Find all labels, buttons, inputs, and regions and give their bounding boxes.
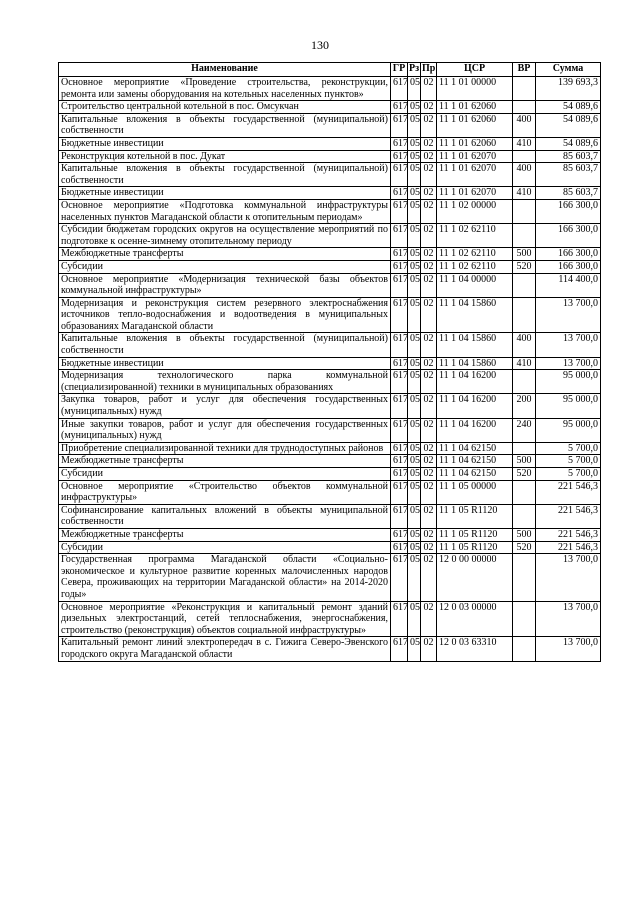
row-name: Основное мероприятие «Проведение строительства, реконструкции, ремонта или замены оборудования на котельных населенных пунктов» (59, 77, 391, 101)
table-row (59, 224, 601, 248)
row-sum: 13 700,0 (536, 554, 601, 601)
row-vr (513, 77, 536, 101)
row-csr: 11 1 01 62070 (437, 150, 513, 163)
row-pr: 02 (421, 468, 437, 481)
row-sum: 166 300,0 (536, 224, 601, 248)
row-pr: 02 (421, 77, 437, 101)
row-pr: 02 (421, 224, 437, 248)
row-gr: 617 (391, 273, 408, 297)
row-rz: 05 (408, 297, 421, 333)
row-name: Реконструкция котельной в пос. Дукат (59, 150, 391, 163)
row-gr: 617 (391, 248, 408, 261)
row-pr: 02 (421, 187, 437, 200)
row-gr: 617 (391, 554, 408, 601)
row-name: Бюджетные инвестиции (59, 187, 391, 200)
row-gr: 617 (391, 468, 408, 481)
header-sum: Сумма (536, 63, 601, 77)
page-number: 130 (311, 38, 329, 52)
table-row (59, 113, 601, 137)
row-pr: 02 (421, 528, 437, 541)
table-row (59, 394, 601, 418)
table-row (59, 163, 601, 187)
row-csr: 11 1 04 15860 (437, 333, 513, 357)
row-gr: 617 (391, 260, 408, 273)
header-csr: ЦСР (437, 63, 513, 77)
table-row (59, 442, 601, 455)
row-name: Капитальные вложения в объекты государственной (муниципальной) собственности (59, 333, 391, 357)
row-vr (513, 101, 536, 114)
row-csr: 11 1 05 00000 (437, 480, 513, 504)
row-sum: 5 700,0 (536, 468, 601, 481)
row-rz: 05 (408, 468, 421, 481)
header-name: Наименование (59, 63, 391, 77)
row-gr: 617 (391, 442, 408, 455)
table-row (59, 504, 601, 528)
row-rz: 05 (408, 394, 421, 418)
row-vr: 500 (513, 528, 536, 541)
row-sum: 221 546,3 (536, 528, 601, 541)
row-pr: 02 (421, 601, 437, 637)
row-vr (513, 442, 536, 455)
row-csr: 11 1 01 62070 (437, 187, 513, 200)
row-sum: 54 089,6 (536, 113, 601, 137)
row-pr: 02 (421, 442, 437, 455)
row-pr: 02 (421, 370, 437, 394)
row-name: Межбюджетные трансферты (59, 455, 391, 468)
row-csr: 11 1 04 16200 (437, 394, 513, 418)
row-sum: 114 400,0 (536, 273, 601, 297)
row-name: Софинансирование капитальных вложений в объекты муниципальной собственности (59, 504, 391, 528)
row-gr: 617 (391, 370, 408, 394)
row-csr: 11 1 01 62070 (437, 163, 513, 187)
row-rz: 05 (408, 333, 421, 357)
row-gr: 617 (391, 224, 408, 248)
row-vr (513, 370, 536, 394)
table-row (59, 418, 601, 442)
table-row (59, 187, 601, 200)
row-csr: 11 1 05 R1120 (437, 504, 513, 528)
row-rz: 05 (408, 541, 421, 554)
header-rz: Рз (408, 63, 421, 77)
row-rz: 05 (408, 370, 421, 394)
row-rz: 05 (408, 273, 421, 297)
row-gr: 617 (391, 77, 408, 101)
row-gr: 617 (391, 199, 408, 223)
row-vr (513, 601, 536, 637)
row-rz: 05 (408, 163, 421, 187)
row-pr: 02 (421, 554, 437, 601)
table-row (59, 554, 601, 601)
row-csr: 11 1 01 62060 (437, 137, 513, 150)
row-name: Основное мероприятие «Реконструкция и капитальный ремонт зданий дизельных электростанций, сетей теплоснабжения, энергоснабжения, строительство (реконструкция) объектов социальной инфраструктуры» (59, 601, 391, 637)
row-gr: 617 (391, 601, 408, 637)
row-csr: 11 1 04 00000 (437, 273, 513, 297)
row-sum: 85 603,7 (536, 163, 601, 187)
table-row (59, 455, 601, 468)
table-row (59, 101, 601, 114)
row-vr: 520 (513, 541, 536, 554)
table-header-row (59, 63, 601, 77)
row-name: Закупка товаров, работ и услуг для обеспечения государственных (муниципальных) нужд (59, 394, 391, 418)
row-pr: 02 (421, 480, 437, 504)
row-csr: 11 1 04 16200 (437, 418, 513, 442)
row-csr: 11 1 05 R1120 (437, 541, 513, 554)
row-csr: 11 1 02 62110 (437, 224, 513, 248)
row-gr: 617 (391, 394, 408, 418)
row-rz: 05 (408, 418, 421, 442)
row-csr: 11 1 01 00000 (437, 77, 513, 101)
row-gr: 617 (391, 357, 408, 370)
row-gr: 617 (391, 480, 408, 504)
row-gr: 617 (391, 297, 408, 333)
row-name: Капитальный ремонт линий электропередач в с. Гижига Северо-Эвенского городского округа Магаданской области (59, 637, 391, 661)
table-row (59, 601, 601, 637)
row-vr (513, 554, 536, 601)
row-rz: 05 (408, 554, 421, 601)
row-vr: 410 (513, 137, 536, 150)
row-sum: 221 546,3 (536, 504, 601, 528)
row-name: Субсидии (59, 541, 391, 554)
row-gr: 617 (391, 137, 408, 150)
row-sum: 95 000,0 (536, 370, 601, 394)
table-row (59, 528, 601, 541)
row-gr: 617 (391, 504, 408, 528)
table-row (59, 77, 601, 101)
header-pr: Пр (421, 63, 437, 77)
row-rz: 05 (408, 224, 421, 248)
row-gr: 617 (391, 528, 408, 541)
table-row (59, 370, 601, 394)
row-pr: 02 (421, 199, 437, 223)
row-pr: 02 (421, 163, 437, 187)
row-vr: 500 (513, 248, 536, 261)
row-csr: 11 1 02 62110 (437, 260, 513, 273)
row-vr: 400 (513, 163, 536, 187)
row-rz: 05 (408, 113, 421, 137)
row-rz: 05 (408, 480, 421, 504)
row-vr (513, 297, 536, 333)
table-row (59, 333, 601, 357)
row-name: Иные закупки товаров, работ и услуг для обеспечения государственных (муниципальных) нужд (59, 418, 391, 442)
row-pr: 02 (421, 357, 437, 370)
row-vr: 410 (513, 357, 536, 370)
row-name: Основное мероприятие «Модернизация технической базы объектов коммунальной инфраструктуры» (59, 273, 391, 297)
row-name: Бюджетные инвестиции (59, 357, 391, 370)
row-name: Субсидии (59, 468, 391, 481)
row-pr: 02 (421, 297, 437, 333)
row-vr: 200 (513, 394, 536, 418)
row-rz: 05 (408, 455, 421, 468)
row-pr: 02 (421, 455, 437, 468)
row-gr: 617 (391, 150, 408, 163)
row-name: Государственная программа Магаданской области «Социально-экономическое и культурное развитие коренных малочисленных народов Севера, проживающих на территории Магаданской области» на 2014-2020 годы» (59, 554, 391, 601)
row-csr: 11 1 04 15860 (437, 297, 513, 333)
row-gr: 617 (391, 113, 408, 137)
table-row (59, 480, 601, 504)
table-row (59, 273, 601, 297)
row-rz: 05 (408, 137, 421, 150)
row-csr: 12 0 03 00000 (437, 601, 513, 637)
row-csr: 11 1 05 R1120 (437, 528, 513, 541)
row-sum: 13 700,0 (536, 637, 601, 661)
row-pr: 02 (421, 273, 437, 297)
budget-table (58, 62, 601, 662)
row-vr: 520 (513, 260, 536, 273)
row-name: Основное мероприятие «Подготовка коммунальной инфраструктуры населенных пунктов Магаданской области к отопительным периодам» (59, 199, 391, 223)
row-rz: 05 (408, 601, 421, 637)
row-gr: 617 (391, 637, 408, 661)
row-rz: 05 (408, 77, 421, 101)
row-rz: 05 (408, 187, 421, 200)
row-name: Модернизация технологического парка коммунальной (специализированной) техники в муниципальных образованиях (59, 370, 391, 394)
row-vr: 500 (513, 455, 536, 468)
row-vr (513, 224, 536, 248)
row-vr (513, 637, 536, 661)
row-sum: 5 700,0 (536, 455, 601, 468)
row-gr: 617 (391, 455, 408, 468)
row-name: Капитальные вложения в объекты государственной (муниципальной) собственности (59, 113, 391, 137)
row-sum: 54 089,6 (536, 101, 601, 114)
row-gr: 617 (391, 163, 408, 187)
row-name: Субсидии бюджетам городских округов на осуществление мероприятий по подготовке к осенне-зимнему отопительному периоду (59, 224, 391, 248)
row-sum: 166 300,0 (536, 199, 601, 223)
row-pr: 02 (421, 418, 437, 442)
table-row (59, 248, 601, 261)
table-row (59, 357, 601, 370)
table-body (59, 77, 601, 662)
table-row (59, 637, 601, 661)
row-vr: 410 (513, 187, 536, 200)
row-rz: 05 (408, 504, 421, 528)
row-gr: 617 (391, 333, 408, 357)
row-name: Межбюджетные трансферты (59, 528, 391, 541)
table-row (59, 137, 601, 150)
row-gr: 617 (391, 541, 408, 554)
row-csr: 11 1 04 15860 (437, 357, 513, 370)
row-name: Основное мероприятие «Строительство объектов коммунальной инфраструктуры» (59, 480, 391, 504)
row-sum: 166 300,0 (536, 248, 601, 261)
row-rz: 05 (408, 528, 421, 541)
row-name: Бюджетные инвестиции (59, 137, 391, 150)
row-pr: 02 (421, 248, 437, 261)
row-pr: 02 (421, 101, 437, 114)
row-sum: 95 000,0 (536, 418, 601, 442)
row-vr: 400 (513, 333, 536, 357)
row-pr: 02 (421, 150, 437, 163)
table-row (59, 297, 601, 333)
row-csr: 11 1 04 62150 (437, 468, 513, 481)
row-rz: 05 (408, 260, 421, 273)
row-pr: 02 (421, 394, 437, 418)
row-name: Субсидии (59, 260, 391, 273)
row-vr: 400 (513, 113, 536, 137)
row-csr: 11 1 04 16200 (437, 370, 513, 394)
row-pr: 02 (421, 113, 437, 137)
header-vr: ВР (513, 63, 536, 77)
table-row (59, 541, 601, 554)
row-name: Модернизация и реконструкция систем резервного электроснабжения источников тепло-водоснабжения и водоотведения в муниципальных образованиях Магаданской области (59, 297, 391, 333)
row-csr: 11 1 02 62110 (437, 248, 513, 261)
row-rz: 05 (408, 150, 421, 163)
row-csr: 11 1 02 00000 (437, 199, 513, 223)
row-pr: 02 (421, 260, 437, 273)
row-name: Строительство центральной котельной в пос. Омсукчан (59, 101, 391, 114)
row-pr: 02 (421, 137, 437, 150)
row-sum: 5 700,0 (536, 442, 601, 455)
row-vr (513, 150, 536, 163)
row-sum: 13 700,0 (536, 357, 601, 370)
row-csr: 12 0 00 00000 (437, 554, 513, 601)
table-row (59, 260, 601, 273)
row-vr (513, 504, 536, 528)
row-sum: 221 546,3 (536, 480, 601, 504)
row-csr: 11 1 01 62060 (437, 101, 513, 114)
row-rz: 05 (408, 637, 421, 661)
row-gr: 617 (391, 418, 408, 442)
row-csr: 11 1 01 62060 (437, 113, 513, 137)
row-sum: 13 700,0 (536, 297, 601, 333)
row-sum: 95 000,0 (536, 394, 601, 418)
row-csr: 11 1 04 62150 (437, 442, 513, 455)
row-sum: 13 700,0 (536, 333, 601, 357)
row-vr (513, 199, 536, 223)
row-rz: 05 (408, 248, 421, 261)
row-vr (513, 480, 536, 504)
row-vr: 520 (513, 468, 536, 481)
header-gr: ГР (391, 63, 408, 77)
row-sum: 85 603,7 (536, 150, 601, 163)
row-sum: 13 700,0 (536, 601, 601, 637)
row-rz: 05 (408, 101, 421, 114)
row-rz: 05 (408, 199, 421, 223)
table-row (59, 199, 601, 223)
row-name: Приобретение специализированной техники для труднодоступных районов (59, 442, 391, 455)
row-csr: 12 0 03 63310 (437, 637, 513, 661)
row-rz: 05 (408, 357, 421, 370)
row-pr: 02 (421, 541, 437, 554)
row-rz: 05 (408, 442, 421, 455)
row-vr: 240 (513, 418, 536, 442)
row-vr (513, 273, 536, 297)
row-sum: 85 603,7 (536, 187, 601, 200)
table-row (59, 468, 601, 481)
row-pr: 02 (421, 637, 437, 661)
row-name: Межбюджетные трансферты (59, 248, 391, 261)
row-pr: 02 (421, 333, 437, 357)
row-pr: 02 (421, 504, 437, 528)
row-gr: 617 (391, 101, 408, 114)
row-sum: 139 693,3 (536, 77, 601, 101)
row-csr: 11 1 04 62150 (437, 455, 513, 468)
row-gr: 617 (391, 187, 408, 200)
table-row (59, 150, 601, 163)
row-name: Капитальные вложения в объекты государственной (муниципальной) собственности (59, 163, 391, 187)
row-sum: 221 546,3 (536, 541, 601, 554)
row-sum: 166 300,0 (536, 260, 601, 273)
row-sum: 54 089,6 (536, 137, 601, 150)
